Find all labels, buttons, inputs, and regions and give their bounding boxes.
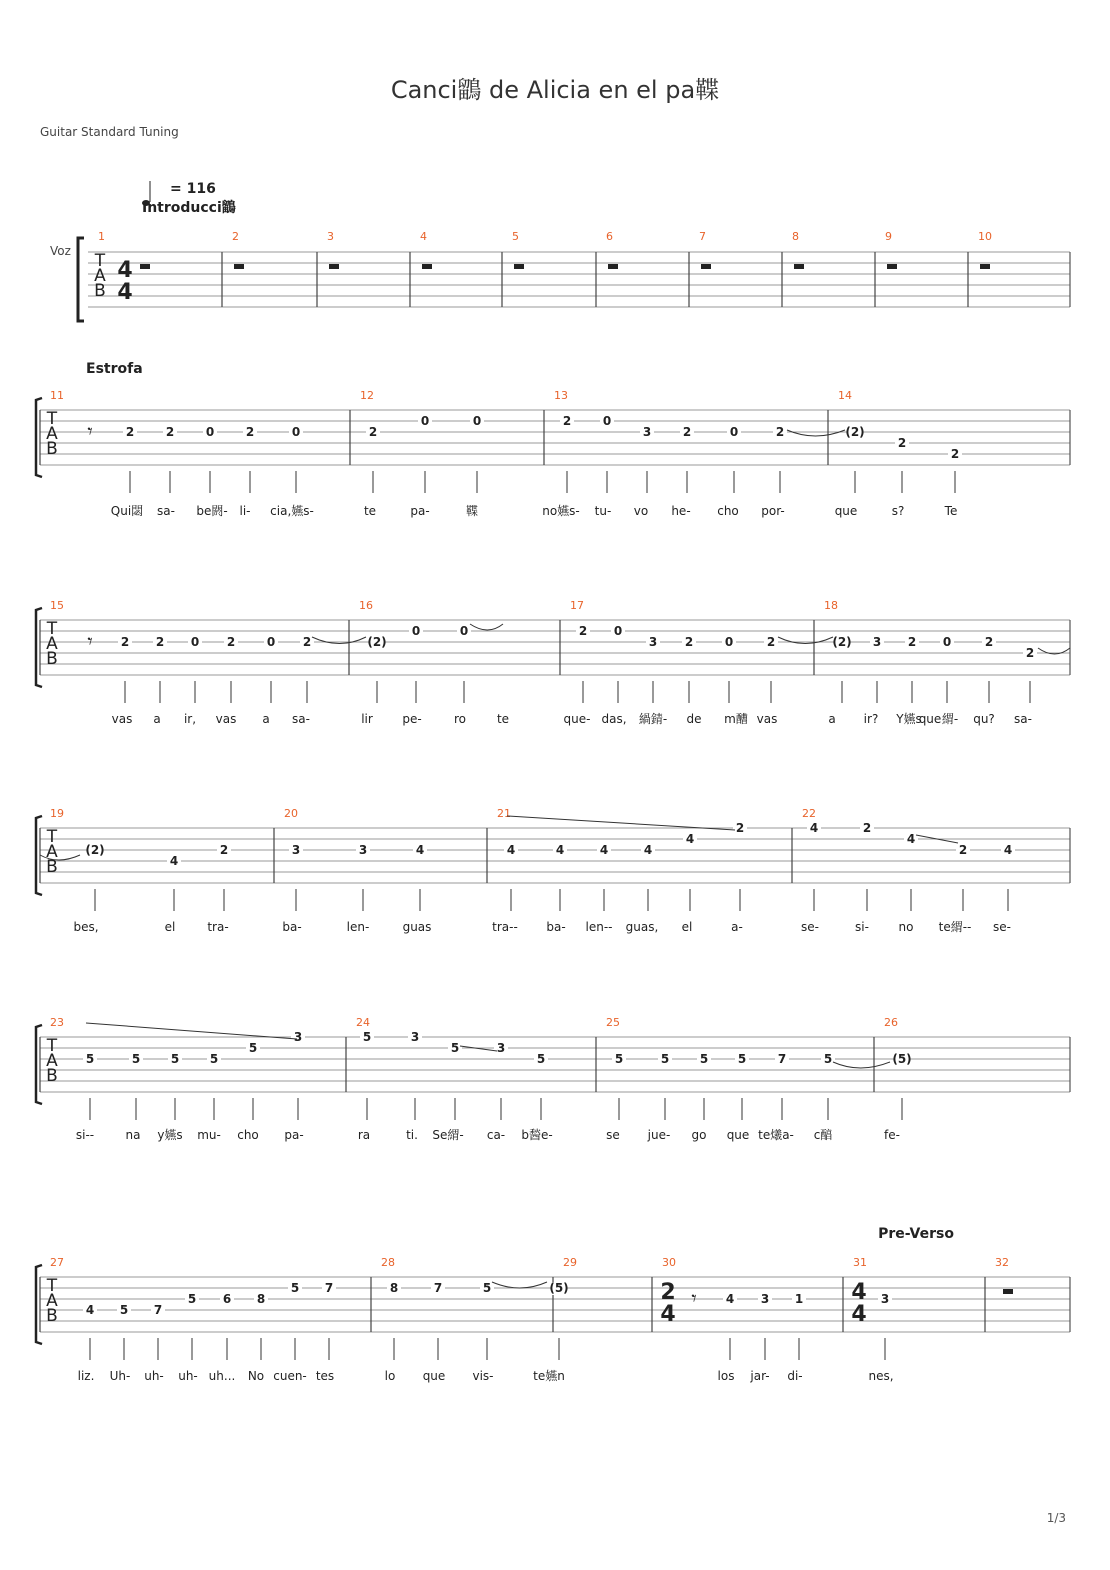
lyric-syllable: uh-	[178, 1369, 198, 1383]
lyric-syllable: de	[686, 712, 702, 726]
eighth-rest: 𝄾	[87, 629, 93, 653]
fret-number: 7	[777, 1052, 787, 1066]
measure-number: 20	[284, 807, 298, 820]
fret-number: 0	[190, 635, 200, 649]
tab-clef-letter: A	[46, 842, 58, 862]
tab-clef-letter: A	[94, 266, 106, 286]
fret-number: 3	[293, 1030, 303, 1044]
lyric-syllable: no嬿s-	[542, 504, 580, 518]
lyric-syllable: b醔e-	[521, 1128, 553, 1142]
system-bracket	[78, 238, 84, 321]
measure-number: 19	[50, 807, 64, 820]
measure-number: 4	[420, 230, 427, 243]
lyric-syllable: ti.	[406, 1128, 418, 1142]
lyric-syllable: a-	[731, 920, 743, 934]
lyric-syllable: s?	[891, 504, 905, 518]
lyric-syllable: que	[422, 1369, 446, 1383]
lyric-syllable: el	[164, 920, 176, 934]
fret-number: 3	[496, 1041, 506, 1055]
fret-number: 7	[324, 1281, 334, 1295]
fret-number: 0	[729, 425, 739, 439]
fret-number: 4	[809, 821, 819, 835]
time-signature-top: 4	[851, 1280, 867, 1305]
measure-number: 10	[978, 230, 992, 243]
lyric-syllable: Y嬿s	[896, 712, 922, 726]
fret-number: 0	[613, 624, 623, 638]
lyric-syllable: das,	[601, 712, 627, 726]
eighth-rest: 𝄾	[691, 1286, 697, 1310]
fret-number: 3	[872, 635, 882, 649]
fret-number: 0	[420, 414, 430, 428]
lyric-syllable: ca-	[486, 1128, 506, 1142]
tab-clef-letter: A	[46, 424, 58, 444]
lyric-syllable: se-	[993, 920, 1011, 934]
lyric-syllable: nes,	[868, 1369, 894, 1383]
lyric-syllable: que-	[563, 712, 591, 726]
fret-number: 3	[291, 843, 301, 857]
lyric-syllable: sa-	[292, 712, 310, 726]
section-label: Pre-Verso	[878, 1226, 954, 1242]
fret-number: 2	[219, 843, 229, 857]
page-number: 1/3	[1046, 1511, 1066, 1525]
lyric-syllable: li-	[239, 504, 251, 518]
fret-number: 2	[684, 635, 694, 649]
measure-number: 3	[327, 230, 334, 243]
time-signature-bottom: 4	[117, 280, 133, 305]
lyric-syllable: be閼-	[196, 504, 228, 518]
measure-number: 1	[98, 230, 105, 243]
fret-number: 2	[165, 425, 175, 439]
tab-clef-letter: T	[46, 409, 58, 429]
lyric-syllable: pa-	[284, 1128, 304, 1142]
lyric-syllable: por-	[761, 504, 785, 518]
fret-number: 3	[880, 1292, 890, 1306]
fret-number: 0	[291, 425, 301, 439]
lyric-syllable: Qui閟	[110, 504, 144, 518]
fret-number: 2	[766, 635, 776, 649]
whole-rest	[329, 264, 339, 269]
lyric-syllable: te	[363, 504, 377, 518]
measure-number: 12	[360, 389, 374, 402]
tie-arc	[778, 637, 833, 644]
fret-number: 4	[169, 854, 179, 868]
measure-number: 21	[497, 807, 511, 820]
tie-arc	[492, 1282, 547, 1288]
fret-number: 0	[459, 624, 469, 638]
fret-number: 2	[950, 447, 960, 461]
lyric-syllable: uh-	[144, 1369, 164, 1383]
fret-number: 3	[358, 843, 368, 857]
fret-number: 1	[794, 1292, 804, 1306]
lyric-syllable: a	[153, 712, 161, 726]
measure-number: 29	[563, 1256, 577, 1269]
tab-clef-letter: T	[46, 619, 58, 639]
measure-number: 32	[995, 1256, 1009, 1269]
fret-number: 2	[1025, 646, 1035, 660]
whole-rest	[1003, 1289, 1013, 1294]
tab-clef-letter: B	[46, 649, 58, 669]
measure-number: 31	[853, 1256, 867, 1269]
lyric-syllable: te	[496, 712, 510, 726]
measure-number: 25	[606, 1016, 620, 1029]
tab-clef-letter: B	[94, 281, 106, 301]
lyric-syllable: sa-	[157, 504, 175, 518]
lyric-syllable: ir?	[863, 712, 879, 726]
lyric-syllable: y嬿s	[157, 1128, 183, 1142]
fret-number: 3	[648, 635, 658, 649]
fret-number: (2)	[845, 425, 865, 439]
fret-number: 0	[724, 635, 734, 649]
fret-number: 3	[760, 1292, 770, 1306]
whole-rest	[140, 264, 150, 269]
fret-number: 4	[725, 1292, 735, 1306]
lyric-syllable: los	[717, 1369, 735, 1383]
lyric-syllable: lo	[384, 1369, 396, 1383]
whole-rest	[422, 264, 432, 269]
fret-number: 2	[735, 821, 745, 835]
fret-number: 4	[906, 832, 916, 846]
lyric-syllable: cia,嬿s-	[270, 504, 314, 518]
fret-number: 5	[614, 1052, 624, 1066]
section-label: Estrofa	[86, 361, 143, 377]
tempo-marking: = 116	[170, 181, 216, 197]
fret-number: 0	[266, 635, 276, 649]
measure-number: 2	[232, 230, 239, 243]
lyric-syllable: ba-	[546, 920, 566, 934]
tab-clef-letter: B	[46, 1306, 58, 1326]
fret-number: 7	[433, 1281, 443, 1295]
time-signature-bottom: 4	[851, 1302, 867, 1327]
lyric-syllable: cho	[717, 504, 739, 518]
fret-number: 4	[85, 1303, 95, 1317]
fret-number: 2	[958, 843, 968, 857]
lyric-syllable: si-	[855, 920, 869, 934]
fret-number: 2	[125, 425, 135, 439]
lyric-syllable: fe-	[884, 1128, 900, 1142]
lyric-syllable: 緭-	[941, 712, 959, 726]
lyric-syllable: cho	[237, 1128, 259, 1142]
fret-number: 0	[205, 425, 215, 439]
lyric-syllable: te嬿n	[533, 1369, 565, 1383]
lyric-syllable: tes	[315, 1369, 335, 1383]
fret-number: (2)	[367, 635, 387, 649]
fret-number: 4	[599, 843, 609, 857]
fret-number: 2	[897, 436, 907, 450]
lyric-syllable: 鞢	[465, 504, 479, 518]
measure-number: 5	[512, 230, 519, 243]
lyric-syllable: el	[681, 920, 693, 934]
tie-arc	[833, 1062, 890, 1068]
tie-arc	[312, 637, 366, 644]
lyric-syllable: jue-	[647, 1128, 671, 1142]
fret-number: 0	[942, 635, 952, 649]
lyric-syllable: qu?	[973, 712, 995, 726]
fret-number: (5)	[549, 1281, 569, 1295]
lyric-syllable: liz.	[77, 1369, 95, 1383]
lyric-syllable: te爔a-	[758, 1128, 794, 1142]
fret-number: 3	[642, 425, 652, 439]
whole-rest	[701, 264, 711, 269]
lyric-syllable: pe-	[402, 712, 422, 726]
fret-number: 4	[555, 843, 565, 857]
fret-number: 8	[256, 1292, 266, 1306]
lyric-syllable: ro	[453, 712, 467, 726]
fret-number: 0	[411, 624, 421, 638]
fret-number: 5	[450, 1041, 460, 1055]
fret-number: 5	[737, 1052, 747, 1066]
lyric-syllable: len-	[346, 920, 370, 934]
fret-number: 7	[153, 1303, 163, 1317]
fret-number: (5)	[892, 1052, 912, 1066]
fret-number: 4	[506, 843, 516, 857]
fret-number: 5	[119, 1303, 129, 1317]
fret-number: 8	[389, 1281, 399, 1295]
fret-number: 6	[222, 1292, 232, 1306]
lyric-syllable: que	[726, 1128, 750, 1142]
lyric-syllable: cuen-	[273, 1369, 307, 1383]
lyric-syllable: pa-	[410, 504, 430, 518]
lyric-syllable: que	[918, 712, 942, 726]
measure-number: 8	[792, 230, 799, 243]
lyric-syllable: len--	[585, 920, 613, 934]
lyric-syllable: tra-	[207, 920, 229, 934]
lyric-syllable: he-	[671, 504, 691, 518]
lyric-syllable: Te	[944, 504, 958, 518]
lyric-syllable: di-	[787, 1369, 803, 1383]
tie-arc	[470, 624, 503, 630]
lyric-syllable: vo	[633, 504, 649, 518]
measure-number: 6	[606, 230, 613, 243]
lyric-syllable: na	[125, 1128, 141, 1142]
measure-number: 17	[570, 599, 584, 612]
lyric-syllable: Se緭-	[432, 1128, 464, 1142]
measure-number: 28	[381, 1256, 395, 1269]
tab-clef-letter: A	[46, 1291, 58, 1311]
fret-number: 2	[226, 635, 236, 649]
tab-clef-letter: T	[46, 1276, 58, 1296]
lyric-syllable: que	[834, 504, 858, 518]
whole-rest	[887, 264, 897, 269]
section-label: Introducci鶹	[142, 200, 236, 216]
fret-number: 2	[862, 821, 872, 835]
lyric-syllable: se-	[801, 920, 819, 934]
tuning-label: Guitar Standard Tuning	[40, 125, 179, 139]
whole-rest	[794, 264, 804, 269]
tie-arc	[787, 430, 845, 436]
lyric-syllable: guas	[402, 920, 432, 934]
lyric-syllable: No	[247, 1369, 265, 1383]
whole-rest	[608, 264, 618, 269]
fret-number: 4	[685, 832, 695, 846]
measure-number: 7	[699, 230, 706, 243]
fret-number: 5	[362, 1030, 372, 1044]
lyric-syllable: go	[691, 1128, 707, 1142]
tab-clef-letter: B	[46, 1066, 58, 1086]
tab-clef-letter: B	[46, 857, 58, 877]
lyric-syllable: ra	[357, 1128, 371, 1142]
lyric-syllable: no	[898, 920, 914, 934]
lyric-syllable: vas	[756, 712, 778, 726]
fret-number: 2	[155, 635, 165, 649]
fret-number: 5	[248, 1041, 258, 1055]
lyric-syllable: lir	[361, 712, 373, 726]
measure-number: 13	[554, 389, 568, 402]
time-signature-top: 2	[660, 1280, 676, 1305]
lyric-syllable: bes,	[73, 920, 99, 934]
fret-number: 2	[302, 635, 312, 649]
lyric-syllable: si--	[75, 1128, 95, 1142]
eighth-rest: 𝄾	[87, 419, 93, 443]
lyric-syllable: guas,	[625, 920, 659, 934]
lyric-syllable: te緭--	[938, 920, 972, 934]
fret-number: 5	[536, 1052, 546, 1066]
fret-number: 5	[660, 1052, 670, 1066]
whole-rest	[980, 264, 990, 269]
time-signature-top: 4	[117, 258, 133, 283]
measure-number: 11	[50, 389, 64, 402]
lyric-syllable: mu-	[197, 1128, 221, 1142]
measure-number: 27	[50, 1256, 64, 1269]
lyric-syllable: ba-	[282, 920, 302, 934]
fret-number: (2)	[832, 635, 852, 649]
whole-rest	[514, 264, 524, 269]
measure-number: 23	[50, 1016, 64, 1029]
fret-number: 2	[907, 635, 917, 649]
tab-clef-letter: B	[46, 439, 58, 459]
fret-number: 5	[482, 1281, 492, 1295]
measure-number: 24	[356, 1016, 370, 1029]
fret-number: 2	[682, 425, 692, 439]
fret-number: 5	[209, 1052, 219, 1066]
tab-clef-letter: T	[46, 1036, 58, 1056]
lyric-syllable: vis-	[472, 1369, 494, 1383]
lyric-syllable: uh...	[208, 1369, 236, 1383]
fret-number: 2	[578, 624, 588, 638]
lyric-syllable: se	[606, 1128, 620, 1142]
measure-number: 9	[885, 230, 892, 243]
fret-number: 5	[131, 1052, 141, 1066]
fret-number: 2	[368, 425, 378, 439]
tab-clef-letter: A	[46, 1051, 58, 1071]
fret-number: 2	[245, 425, 255, 439]
tab-clef-letter: T	[94, 251, 106, 271]
measure-number: 18	[824, 599, 838, 612]
lyric-syllable: Uh-	[109, 1369, 131, 1383]
measure-number: 14	[838, 389, 852, 402]
measure-number: 15	[50, 599, 64, 612]
tab-clef-letter: A	[46, 634, 58, 654]
lyric-syllable: jar-	[750, 1369, 770, 1383]
fret-number: 0	[602, 414, 612, 428]
time-signature-bottom: 4	[660, 1302, 676, 1327]
lyric-syllable: vas	[215, 712, 237, 726]
fret-number: 5	[699, 1052, 709, 1066]
fret-number: 5	[85, 1052, 95, 1066]
track-name: Voz	[50, 244, 71, 258]
lyric-syllable: c醕	[813, 1128, 833, 1142]
fret-number: 5	[170, 1052, 180, 1066]
lyric-syllable: a	[828, 712, 836, 726]
fret-number: 2	[120, 635, 130, 649]
fret-number: 3	[410, 1030, 420, 1044]
score-title: Canci鶹 de Alicia en el pa鞢	[390, 76, 720, 104]
lyric-syllable: tu-	[594, 504, 612, 518]
fret-number: 2	[775, 425, 785, 439]
whole-rest	[234, 264, 244, 269]
measure-number: 30	[662, 1256, 676, 1269]
fret-number: (2)	[85, 843, 105, 857]
fret-number: 2	[562, 414, 572, 428]
fret-number: 4	[415, 843, 425, 857]
fret-number: 2	[984, 635, 994, 649]
measure-number: 26	[884, 1016, 898, 1029]
lyric-syllable: a	[262, 712, 270, 726]
fret-number: 5	[823, 1052, 833, 1066]
fret-number: 0	[472, 414, 482, 428]
fret-number: 4	[1003, 843, 1013, 857]
fret-number: 5	[187, 1292, 197, 1306]
measure-number: 22	[802, 807, 816, 820]
lyric-syllable: ir,	[183, 712, 197, 726]
lyric-syllable: 緺錆-	[638, 712, 668, 726]
lyric-syllable: sa-	[1014, 712, 1032, 726]
fret-number: 4	[643, 843, 653, 857]
measure-number: 16	[359, 599, 373, 612]
lyric-syllable: vas	[111, 712, 133, 726]
lyric-syllable: m醩	[724, 712, 748, 726]
fret-number: 5	[290, 1281, 300, 1295]
lyric-syllable: tra--	[492, 920, 518, 934]
tab-clef-letter: T	[46, 827, 58, 847]
